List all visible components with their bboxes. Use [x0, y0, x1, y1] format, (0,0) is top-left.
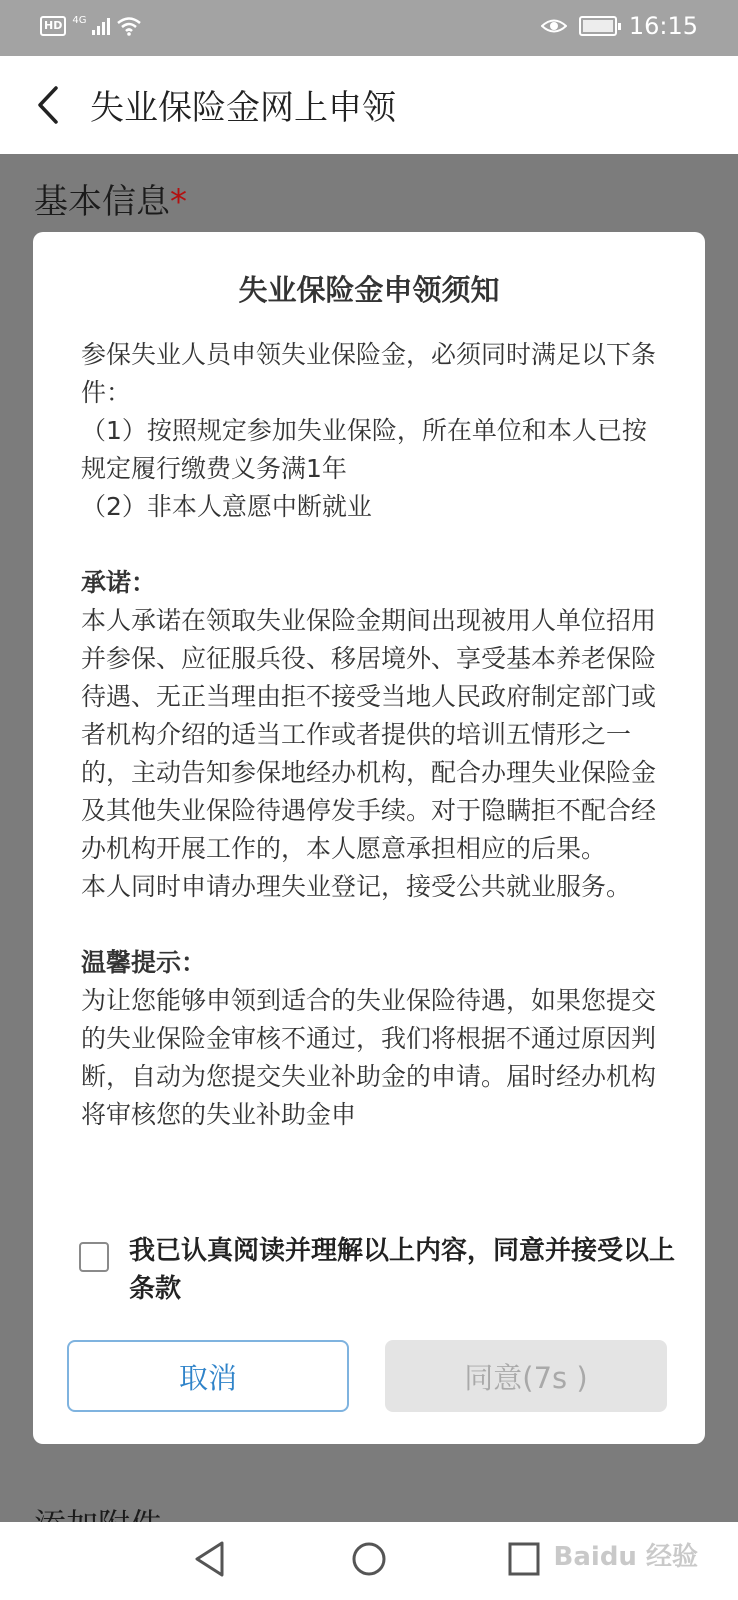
- condition-2: （2）非本人意愿中断就业: [81, 492, 372, 521]
- condition-1: （1）按照规定参加失业保险，所在单位和本人已按规定履行缴费义务满1年: [81, 416, 647, 483]
- page-title: 失业保险金网上申领: [90, 88, 396, 128]
- intro-line: 参保失业人员申领失业保险金，必须同时满足以下条件：: [81, 340, 657, 407]
- eye-comfort-icon: [541, 17, 567, 35]
- network-type-label: 4G: [72, 14, 87, 26]
- battery-icon: [579, 16, 617, 36]
- watermark-logo: Baidu 经验: [553, 1542, 698, 1572]
- hd-badge: HD: [40, 16, 66, 36]
- status-bar: [0, 0, 738, 56]
- chevron-left-icon: [36, 85, 60, 125]
- required-mark: *: [170, 182, 187, 222]
- nav-recent-apps-icon[interactable]: [506, 1540, 542, 1578]
- tip-paragraph: 为让您能够申领到适合的失业保险待遇，如果您提交的失业保险金审核不通过，我们将根据不通过原因判断，自动为您提交失业补助金的申请。届时经办机构将审核您的失业补助金申: [81, 986, 657, 1129]
- cancel-button[interactable]: 取消: [67, 1340, 349, 1412]
- nav-home-icon[interactable]: [350, 1538, 388, 1580]
- signal-icon: [92, 17, 110, 35]
- agree-checkbox[interactable]: [79, 1242, 109, 1272]
- tip-heading: 温馨提示：: [81, 948, 207, 977]
- basic-info-label: 基本信息: [34, 182, 170, 222]
- status-left-group: [40, 16, 142, 36]
- status-right-group: [541, 12, 698, 40]
- agree-terms-row[interactable]: [77, 1232, 677, 1308]
- dialog-title: 失业保险金申领须知: [238, 273, 500, 307]
- back-button[interactable]: [28, 82, 68, 128]
- agree-button[interactable]: 同意(7s ): [385, 1340, 667, 1412]
- agree-terms-label[interactable]: 我已认真阅读并理解以上内容，同意并接受以上条款: [129, 1236, 676, 1304]
- basic-info-section-title: [34, 174, 187, 223]
- notice-dialog: [33, 232, 705, 1444]
- promise-heading: 承诺：: [81, 568, 157, 597]
- nav-back-icon[interactable]: [190, 1538, 230, 1580]
- promise-paragraph: 本人承诺在领取失业保险金期间出现被用人单位招用并参保、应征服兵役、移居境外、享受基本养老保险待遇、无正当理由拒不接受当地人民政府制定部门或者机构介绍的适当工作或者提供的培训五情形之一的，主动告知参保地经办机构，配合办理失业保险金及其他失业保险待遇停发手续。对于隐瞒拒不配合经办机构开展工作的，本人愿意承担相应的后果。: [81, 606, 657, 863]
- registration-paragraph: 本人同时申请办理失业登记，接受公共就业服务。: [81, 872, 632, 901]
- status-time: 16:15: [628, 12, 698, 40]
- app-header: [0, 56, 738, 154]
- dialog-scroll-content[interactable]: [81, 336, 661, 1196]
- wifi-icon: [116, 16, 142, 36]
- system-nav-bar: [0, 1522, 738, 1600]
